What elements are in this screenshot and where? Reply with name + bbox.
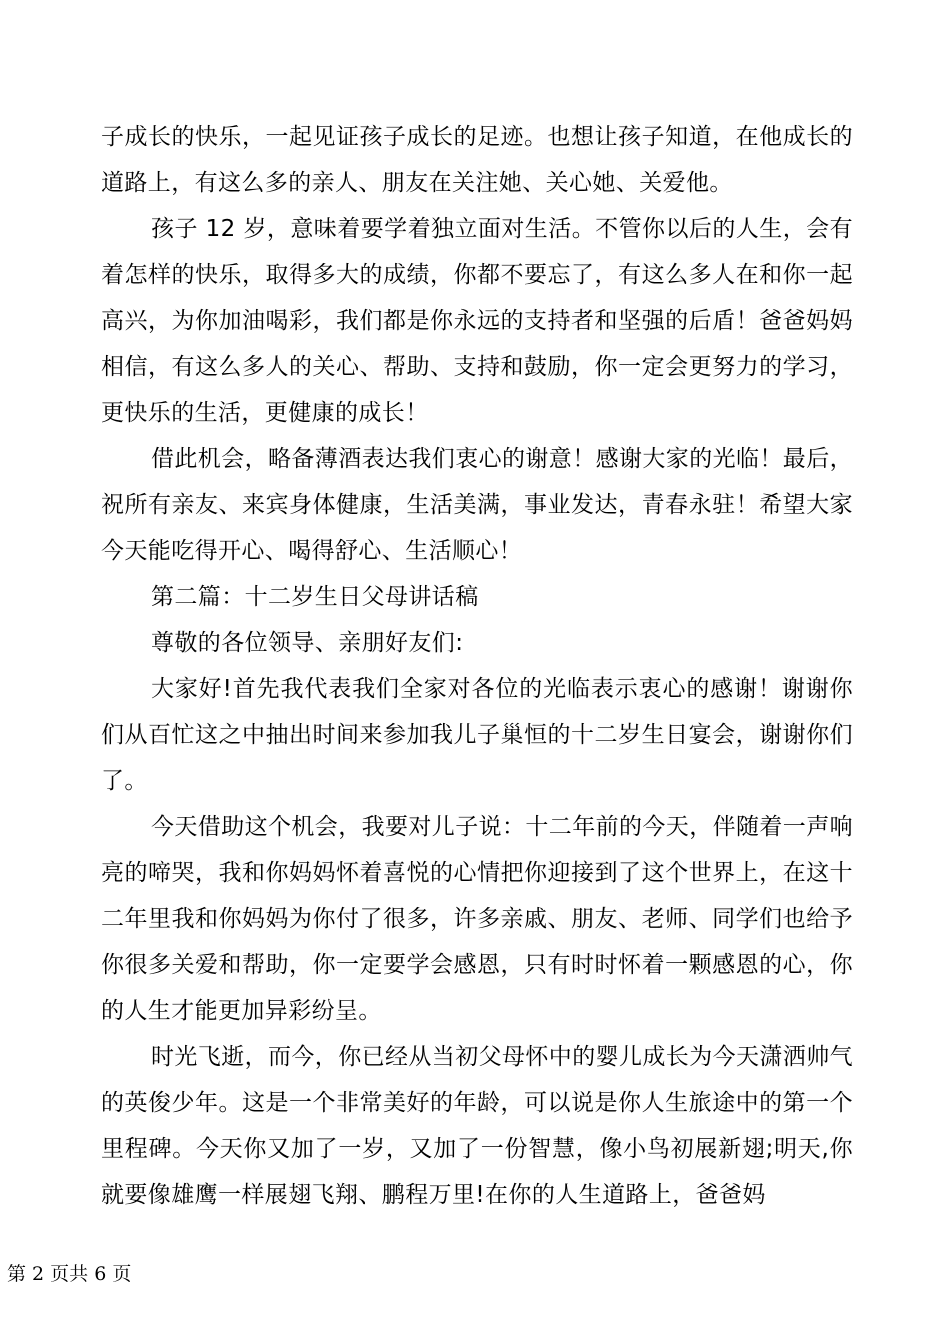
paragraph-continuation: 子成长的快乐，一起见证孩子成长的足迹。也想让孩子知道，在他成长的道路上，有这么多的亲人、朋友在关注她、关心她、关爱他。 [101,124,853,196]
salutation: 尊敬的各位领导、亲朋好友们: [151,630,464,656]
paragraph-greeting: 大家好!首先我代表我们全家对各位的光临表示衷心的感谢！谢谢你们从百忙这之中抽出时间来参加我儿子巢恒的十二岁生日宴会，谢谢你们了。 [101,676,853,794]
paragraph-twelve-years: 今天借助这个机会，我要对儿子说：十二年前的今天，伴随着一声响亮的啼哭，我和你妈妈怀着喜悦的心情把你迎接到了这个世界上，在这十二年里我和你妈妈为你付了很多，许多亲戚、朋友、老师、同学们也给予你很多关爱和帮助，你一定要学会感恩，只有时时怀着一颗感恩的心，你的人生才能更加异彩纷呈。 [101,814,853,1024]
page-number-footer: 第 2 页共 6 页 [7,1263,132,1285]
paragraph-time-flies: 时光飞逝，而今，你已经从当初父母怀中的婴儿成长为今天潇洒帅气的英俊少年。这是一个非常美好的年龄，可以说是你人生旅途中的第一个里程碑。今天你又加了一岁，又加了一份智慧，像小鸟初展新翅;明天,你就要像雄鹰一样展翅飞翔、鹏程万里!在你的人生道路上，爸爸妈 [101,1044,853,1208]
document-body [101,114,853,1218]
paragraph-thanks: 借此机会，略备薄酒表达我们衷心的谢意！感谢大家的光临！最后，祝所有亲友、来宾身体健康，生活美满，事业发达，青春永驻！希望大家今天能吃得开心、喝得舒心、生活顺心！ [101,446,853,564]
paragraph-age-twelve: 孩子 12 岁，意味着要学着独立面对生活。不管你以后的人生，会有着怎样的快乐，取得多大的成绩，你都不要忘了，有这么多人在和你一起高兴，为你加油喝彩，我们都是你永远的支持者和坚强的后盾！爸爸妈妈相信，有这么多人的关心、帮助、支持和鼓励，你一定会更努力的学习，更快乐的生活，更健康的成长！ [101,216,853,426]
section-heading: 第二篇：十二岁生日父母讲话稿 [151,584,479,610]
